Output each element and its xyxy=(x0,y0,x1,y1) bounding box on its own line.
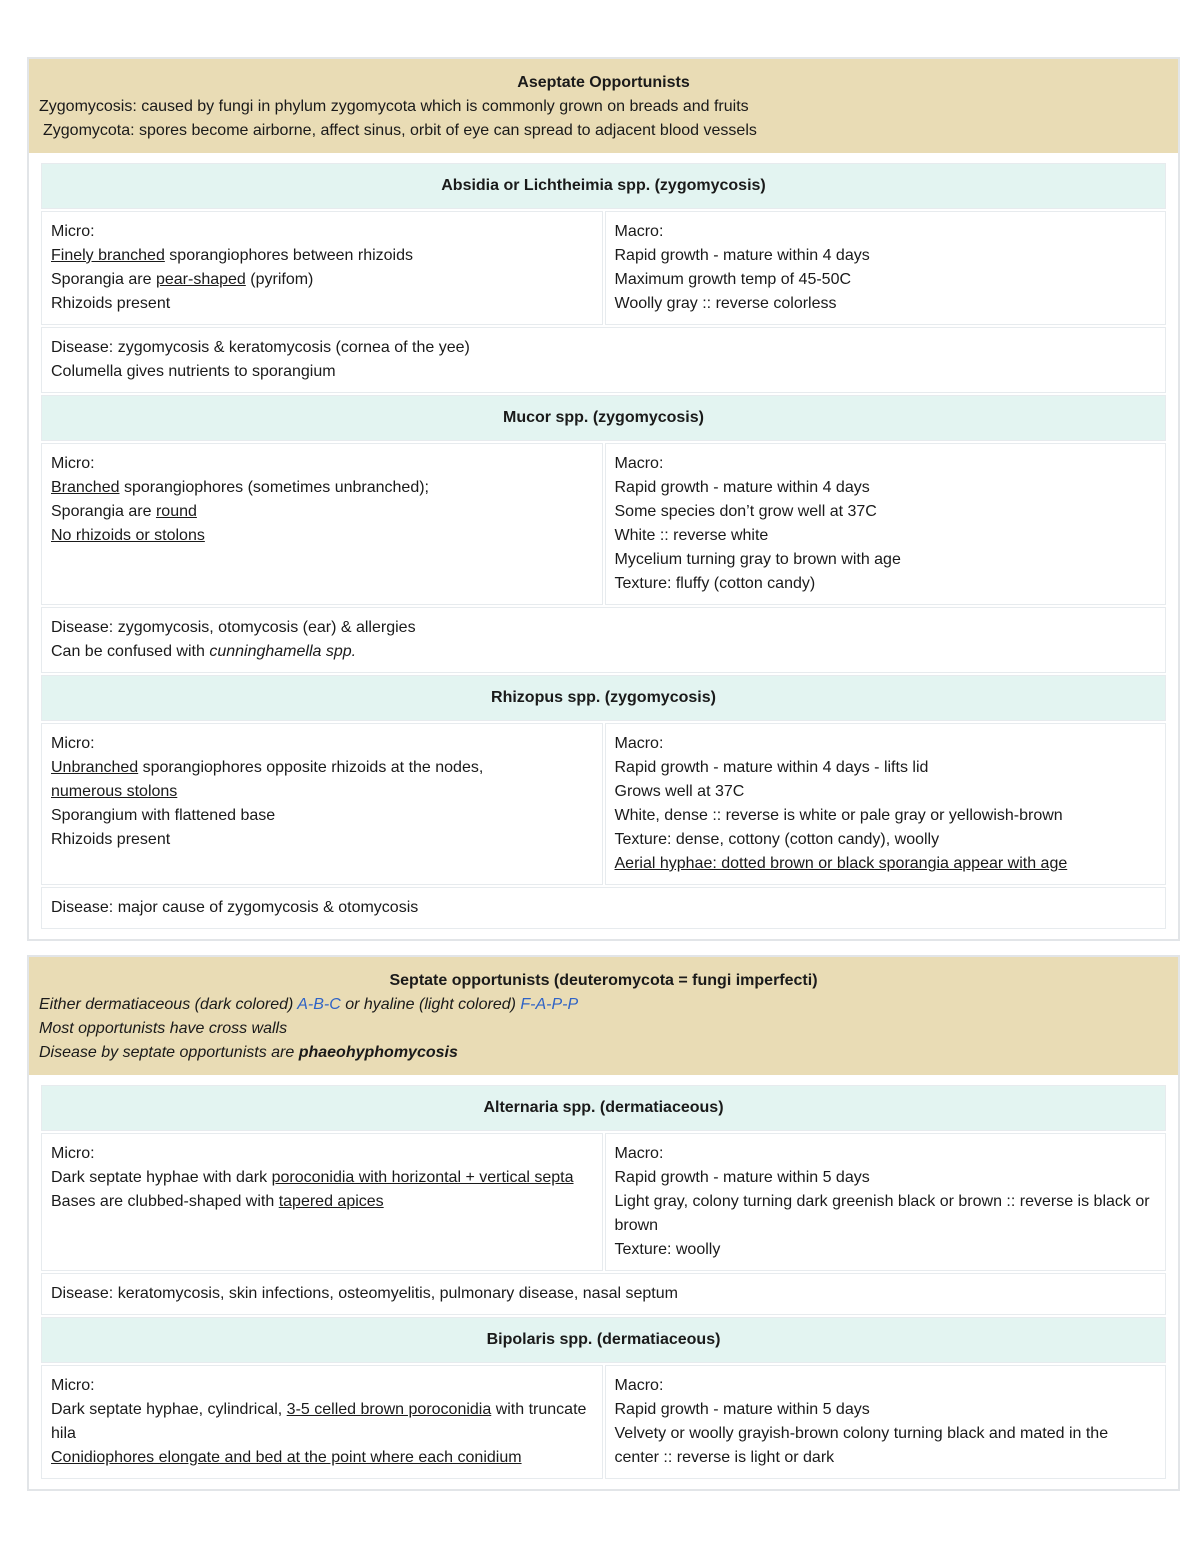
micro-cell xyxy=(41,211,603,325)
macro-label: Macro: xyxy=(614,735,664,752)
septate-section xyxy=(27,955,1180,1491)
section-title: Septate opportunists (deuteromycota = fungi imperfecti) xyxy=(389,972,818,989)
text: Bases are clubbed-shaped with xyxy=(51,1193,279,1210)
text: Light gray, colony turning dark greenish black or brown :: reverse is black or brown xyxy=(614,1193,1150,1234)
text: with truncate hila xyxy=(51,1401,587,1442)
text: Rapid growth - mature within 4 days - lifts lid xyxy=(614,759,929,776)
micro-cell xyxy=(41,443,603,605)
macro-label: Macro: xyxy=(614,1145,664,1162)
highlight-text: A-B-C xyxy=(297,996,341,1013)
banner-line: Zygomycota: spores become airborne, affect sinus, orbit of eye can spread to adjacent blood vessels xyxy=(43,122,757,139)
text: Disease by septate opportunists are xyxy=(39,1044,299,1061)
aseptate-table xyxy=(39,161,1168,931)
text: Rhizoids present xyxy=(51,831,171,848)
text: Mycelium turning gray to brown with age xyxy=(614,551,901,568)
text: sporangiophores opposite rhizoids at the nodes, xyxy=(138,759,484,776)
text: sporangiophores (sometimes unbranched); xyxy=(119,479,429,496)
aseptate-section xyxy=(27,57,1180,941)
species-header-mucor: Mucor spp. (zygomycosis) xyxy=(41,395,1166,441)
text: or hyaline (light colored) xyxy=(340,996,521,1013)
underlined-text: Branched xyxy=(51,479,120,496)
micro-label: Micro: xyxy=(51,735,95,752)
underlined-text: pear-shaped xyxy=(155,271,246,288)
disease-cell xyxy=(41,607,1166,673)
highlight-text: F-A-P-P xyxy=(520,996,579,1013)
micro-label: Micro: xyxy=(51,223,95,240)
macro-cell xyxy=(605,1365,1167,1479)
micro-cell xyxy=(41,1365,603,1479)
underlined-text: Conidiophores elongate and bed at the point where each conidium xyxy=(51,1449,522,1466)
text: Velvety or woolly grayish-brown colony turning black and mated in the center :: reverse is light or dark xyxy=(614,1425,1109,1466)
text: Texture: dense, cottony (cotton candy), woolly xyxy=(614,831,940,848)
underlined-text: Aerial hyphae: dotted brown or black sporangia appear with age xyxy=(614,855,1068,872)
underlined-text: tapered apices xyxy=(278,1193,384,1210)
text: Disease: zygomycosis, otomycosis (ear) & allergies xyxy=(51,619,416,636)
septate-table xyxy=(39,1083,1168,1481)
italic-text: cunninghamella spp. xyxy=(209,643,357,660)
text: White :: reverse white xyxy=(614,527,769,544)
text: Dark septate hyphae, cylindrical, xyxy=(51,1401,287,1418)
text: Rapid growth - mature within 5 days xyxy=(614,1169,870,1186)
species-header-alternaria: Alternaria spp. (dermatiaceous) xyxy=(41,1085,1166,1131)
underlined-text: 3-5 celled brown poroconidia xyxy=(286,1401,492,1418)
micro-cell xyxy=(41,723,603,885)
macro-cell xyxy=(605,723,1167,885)
macro-label: Macro: xyxy=(614,223,664,240)
micro-label: Micro: xyxy=(51,455,95,472)
text: Disease: major cause of zygomycosis & otomycosis xyxy=(51,899,419,916)
macro-cell xyxy=(605,1133,1167,1271)
text: sporangiophores between rhizoids xyxy=(164,247,413,264)
text: Rapid growth - mature within 4 days xyxy=(614,479,870,496)
micro-label: Micro: xyxy=(51,1377,95,1394)
text: Sporangia are xyxy=(51,271,156,288)
text: Dark septate hyphae with dark xyxy=(51,1169,272,1186)
text: Texture: fluffy (cotton candy) xyxy=(614,575,816,592)
species-header-bipolaris: Bipolaris spp. (dermatiaceous) xyxy=(41,1317,1166,1363)
bold-italic-text: phaeohyphomycosis xyxy=(298,1044,458,1061)
text: Disease: zygomycosis & keratomycosis (cornea of the yee) xyxy=(51,339,470,356)
septate-banner xyxy=(29,957,1178,1075)
text: Can be confused with xyxy=(51,643,210,660)
aseptate-banner xyxy=(29,59,1178,153)
underlined-text: No rhizoids or stolons xyxy=(51,527,205,544)
macro-label: Macro: xyxy=(614,1377,664,1394)
text: White, dense :: reverse is white or pale gray or yellowish-brown xyxy=(614,807,1063,824)
section-title: Aseptate Opportunists xyxy=(517,74,690,91)
underlined-text: Finely branched xyxy=(51,247,165,264)
text: Rapid growth - mature within 4 days xyxy=(614,247,870,264)
macro-label: Macro: xyxy=(614,455,664,472)
text: Disease: keratomycosis, skin infections, osteomyelitis, pulmonary disease, nasal septum xyxy=(51,1285,678,1302)
macro-cell xyxy=(605,211,1167,325)
text: Rapid growth - mature within 5 days xyxy=(614,1401,870,1418)
text: Maximum growth temp of 45-50C xyxy=(614,271,852,288)
disease-cell xyxy=(41,887,1166,929)
text: Grows well at 37C xyxy=(614,783,745,800)
underlined-text: Unbranched xyxy=(51,759,139,776)
text: Sporangium with flattened base xyxy=(51,807,276,824)
micro-cell xyxy=(41,1133,603,1271)
underlined-text: numerous stolons xyxy=(51,783,178,800)
banner-line: Zygomycosis: caused by fungi in phylum zygomycota which is commonly grown on breads and fruits xyxy=(39,98,749,115)
species-header-rhizopus: Rhizopus spp. (zygomycosis) xyxy=(41,675,1166,721)
text: Some species don’t grow well at 37C xyxy=(614,503,877,520)
text: Texture: woolly xyxy=(614,1241,721,1258)
banner-line: Most opportunists have cross walls xyxy=(39,1020,288,1037)
text: (pyrifom) xyxy=(245,271,314,288)
underlined-text: poroconidia with horizontal + vertical septa xyxy=(271,1169,574,1186)
disease-cell xyxy=(41,327,1166,393)
document-page xyxy=(27,57,1180,1491)
text: Woolly gray :: reverse colorless xyxy=(614,295,837,312)
text: Rhizoids present xyxy=(51,295,171,312)
macro-cell xyxy=(605,443,1167,605)
text: Columella gives nutrients to sporangium xyxy=(51,363,336,380)
disease-cell xyxy=(41,1273,1166,1315)
species-header-absidia: Absidia or Lichtheimia spp. (zygomycosis) xyxy=(41,163,1166,209)
text: Either dermatiaceous (dark colored) xyxy=(39,996,298,1013)
underlined-text: round xyxy=(155,503,197,520)
micro-label: Micro: xyxy=(51,1145,95,1162)
text: Sporangia are xyxy=(51,503,156,520)
